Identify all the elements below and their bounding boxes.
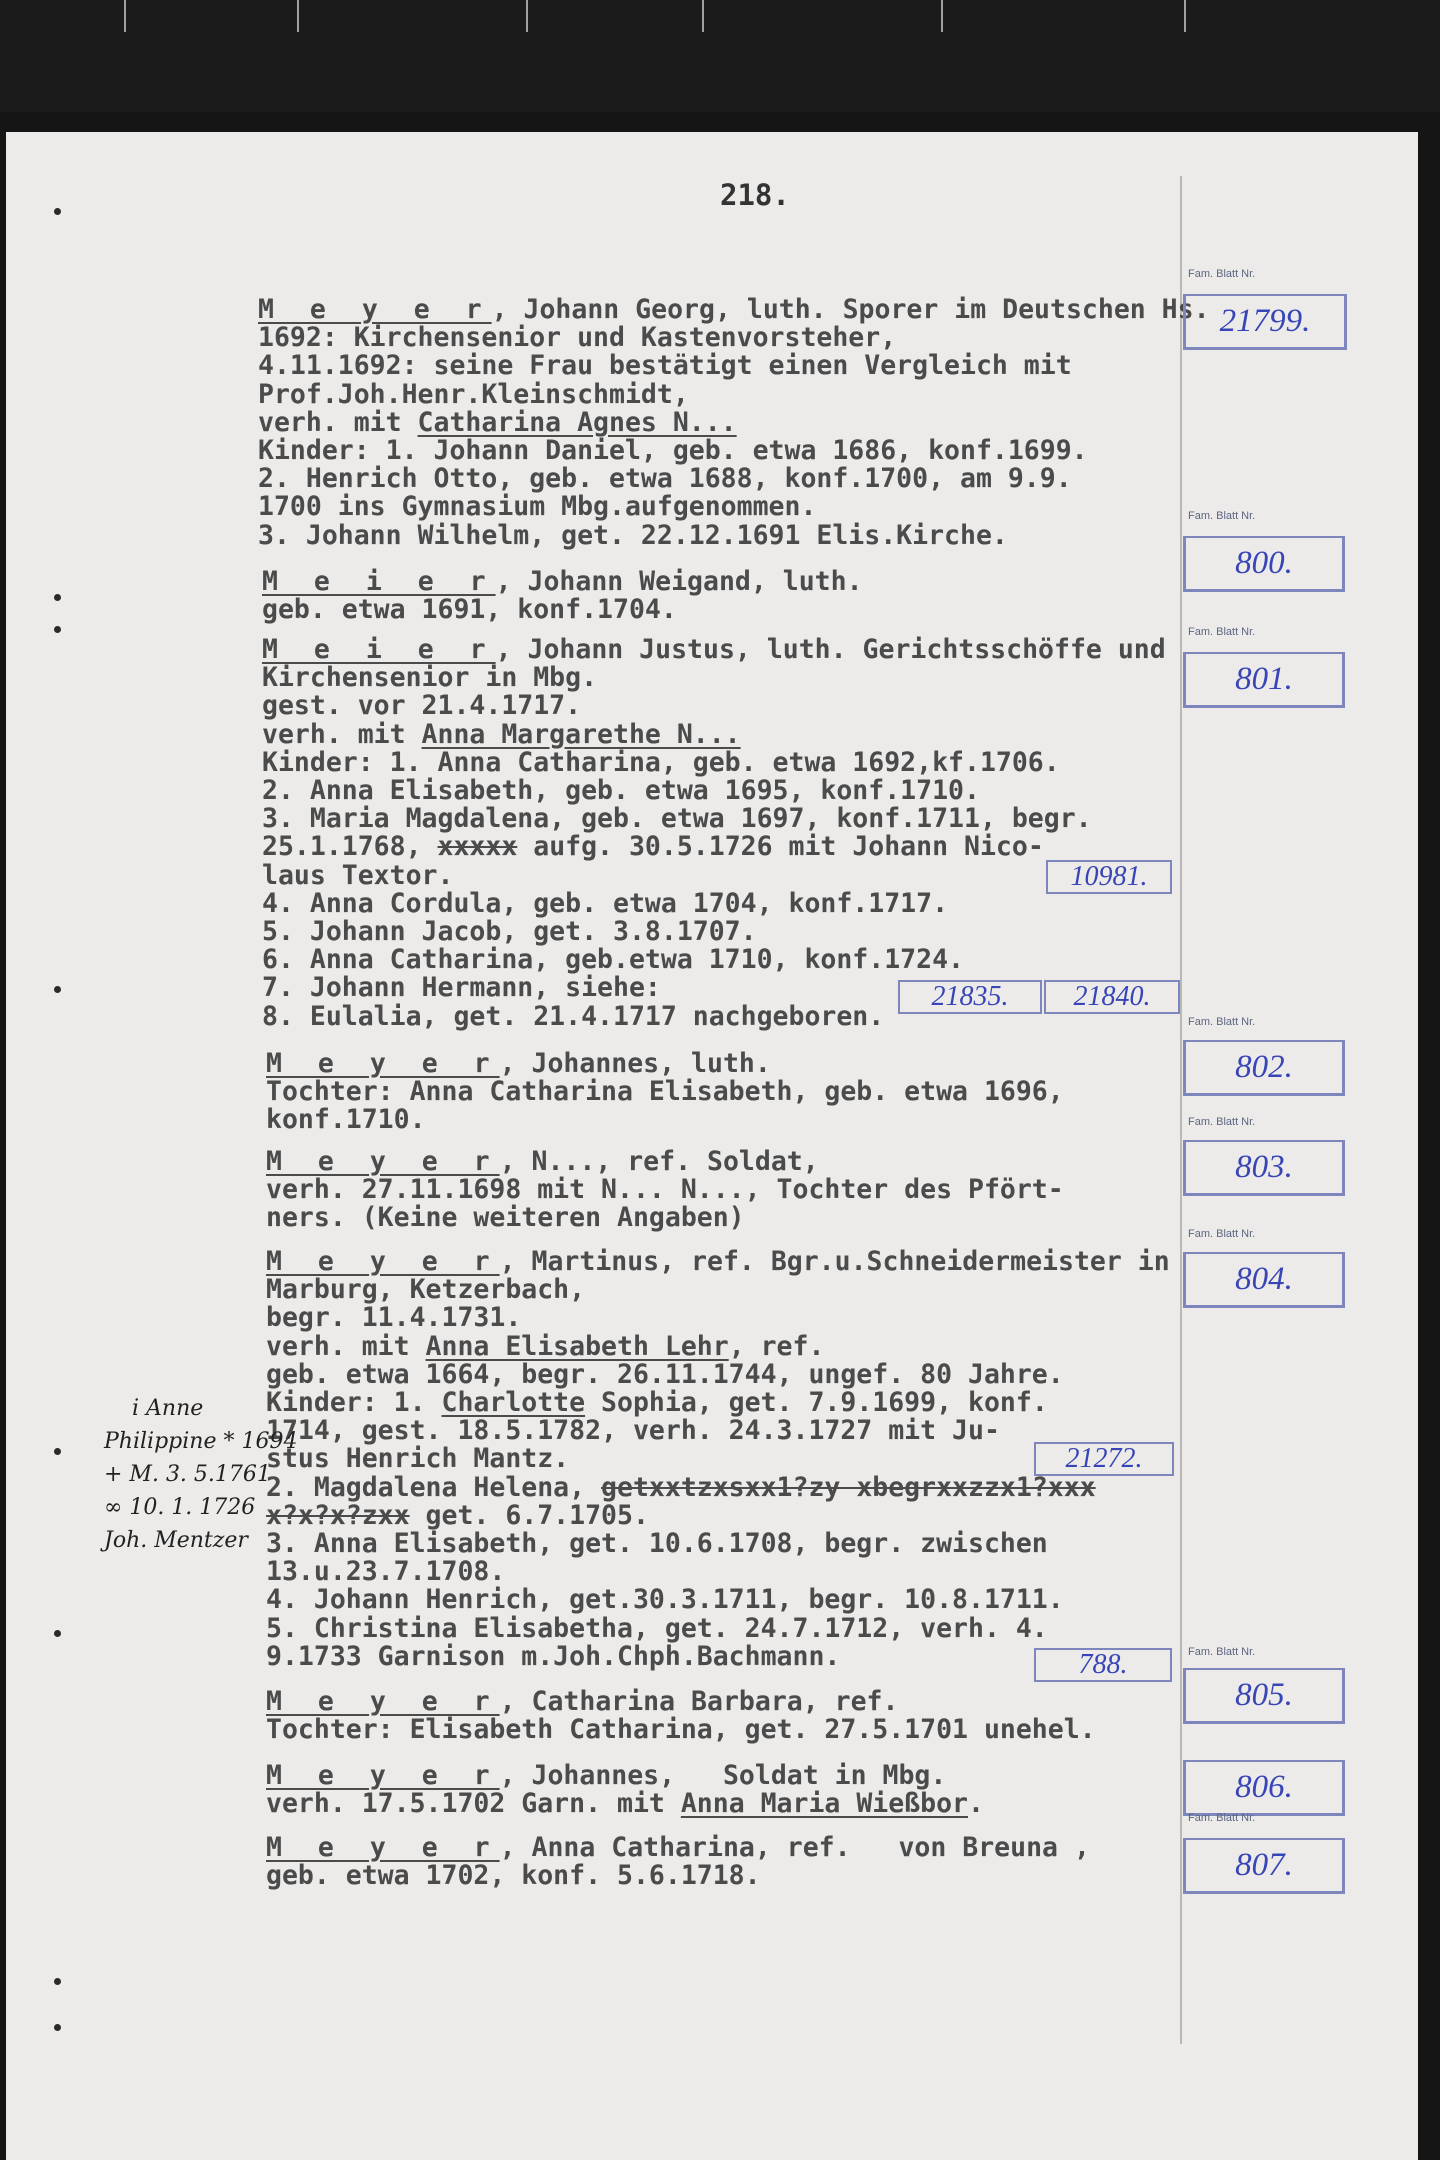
punch-hole xyxy=(54,1630,61,1637)
fam-blatt-label: Fam. Blatt Nr. xyxy=(1188,1116,1256,1128)
fam-blatt-label: Fam. Blatt Nr. xyxy=(1188,1016,1256,1028)
fam-blatt-number: 803. xyxy=(1183,1140,1345,1196)
surname: M e y e r xyxy=(266,1760,500,1791)
fam-blatt-number: 800. xyxy=(1183,536,1345,592)
entry-meyer-soldat: M e y e r, N..., ref. Soldat, verh. 27.11.1698 mit N... N..., Tochter des Pfört- ners. (Keine weiteren Angaben) xyxy=(266,1146,1064,1234)
ref-box-hermann-1: 21835. xyxy=(898,980,1042,1014)
fam-blatt-number: 21799. xyxy=(1183,294,1347,350)
ruler-tick xyxy=(941,0,943,32)
fam-blatt-number: 801. xyxy=(1183,652,1345,708)
fam-blatt-number: 806. xyxy=(1183,1760,1345,1816)
struck-text: getxxtzxsxx1?zy xbegrxxzzx1?xxx xyxy=(601,1471,1096,1503)
ruler-tick xyxy=(526,0,528,32)
spouse-name: Anna Elisabeth Lehr xyxy=(425,1330,729,1362)
spouse-name: Anna Maria Wießbor xyxy=(680,1788,969,1820)
punch-hole xyxy=(54,1978,61,1985)
struck-text: x?x?x?zxx xyxy=(266,1499,410,1531)
entry-meyer-johannes: M e y e r, Johannes, luth. Tochter: Anna Catharina Elisabeth, geb. etwa 1696, konf.1710. xyxy=(266,1048,1064,1136)
punch-hole xyxy=(54,1448,61,1455)
fam-blatt-label: Fam. Blatt Nr. xyxy=(1188,626,1256,638)
surname: M e y e r xyxy=(266,1686,500,1717)
fam-blatt-label: Fam. Blatt Nr. xyxy=(1188,510,1256,522)
fam-blatt-number: 802. xyxy=(1183,1040,1345,1096)
ruler-tick xyxy=(1184,0,1186,32)
fam-blatt-number: 805. xyxy=(1183,1668,1345,1724)
punch-hole xyxy=(54,2024,61,2031)
fam-blatt-label: Fam. Blatt Nr. xyxy=(1188,1228,1256,1240)
fam-blatt-label: Fam. Blatt Nr. xyxy=(1188,268,1256,280)
ruler-tick xyxy=(124,0,126,32)
fam-blatt-number: 807. xyxy=(1183,1838,1345,1894)
fam-blatt-number: 804. xyxy=(1183,1252,1345,1308)
punch-hole xyxy=(54,986,61,993)
ruler-tick xyxy=(702,0,704,32)
punch-hole xyxy=(54,626,61,633)
ref-box-mantz: 21272. xyxy=(1034,1442,1174,1476)
entry-meyer-anna-catharina: M e y e r, Anna Catharina, ref. von Breuna , geb. etwa 1702, konf. 5.6.1718. xyxy=(266,1832,1090,1892)
surname: M e y e r xyxy=(266,1048,500,1079)
surname: M e y e r xyxy=(266,1246,500,1277)
scanner-background xyxy=(0,0,1440,112)
entry-meyer-johannes-soldat: M e y e r, Johannes, Soldat in Mbg. verh. 17.5.1702 Garn. mit Anna Maria Wießbor. xyxy=(266,1760,984,1820)
fam-blatt-label: Fam. Blatt Nr. xyxy=(1188,1812,1256,1824)
punch-hole xyxy=(54,208,61,215)
spouse-name: Catharina Agnes N... xyxy=(417,406,737,438)
surname: M e y e r xyxy=(266,1146,500,1177)
ref-box-textor: 10981. xyxy=(1046,860,1172,894)
page-number: 218. xyxy=(720,178,790,212)
entry-meyer-catharina-barbara: M e y e r, Catharina Barbara, ref. Tochter: Elisabeth Catharina, get. 27.5.1701 unehel. xyxy=(266,1686,1096,1746)
ref-box-hermann-2: 21840. xyxy=(1044,980,1180,1014)
surname: M e i e r xyxy=(262,566,496,597)
entry-meyer-martinus: M e y e r, Martinus, ref. Bgr.u.Schneidermeister in Marburg, Ketzerbach, begr. 11.4.1731. verh. mit Anna Elisabeth Lehr, ref. geb. etwa 1664, begr. 26.11.1744, ungef. 80 Jahre. Kinder: 1. Charlotte Sophia, get. 7.9.1699, konf. 1714, gest. 18.5.1782, verh. 24.3.1727 mit Ju- stus Henrich Mantz. 2. Magdalena Helena, getxxtzxsxx1?zy xbegrxxzzx1?xxx x?x?x?zxx get. 6.7.1705. 3. Anna Elisabeth, get. 10.6.1708, begr. zwischen 13.u.23.7.1708. 4. Johann Henrich, get.30.3.1711, begr. 10.8.1711. 5. Christina Elisabetha, get. 24.7.1712, verh. 4. 9.1733 Garnison m.Joh.Chph.Bachmann. xyxy=(266,1246,1170,1672)
entry-meyer-johann-georg: M e y e r, Johann Georg, luth. Sporer im Deutschen Hs. 1692: Kirchensenior und Kastenvorsteher, 4.11.1692: seine Frau bestätigt einen Vergleich mit Prof.Joh.Henr.Kleinschmidt, verh. mit Catharina Agnes N... Kinder: 1. Johann Daniel, geb. etwa 1686, konf.1699. 2. Henrich Otto, geb. etwa 1688, konf.1700, am 9.9. 1700 ins Gymnasium Mbg.aufgenommen. 3. Johann Wilhelm, get. 22.12.1691 Elis.Kirche. xyxy=(258,294,1210,551)
struck-text: xxxxx xyxy=(437,831,518,863)
entry-meier-johann-justus: M e i e r, Johann Justus, luth. Gerichtsschöffe und Kirchensenior in Mbg. gest. vor 21.4.1717. verh. mit Anna Margarethe N... Kinder: 1. Anna Catharina, geb. etwa 1692,kf.1706. 2. Anna Elisabeth, geb. etwa 1695, konf.1710. 3. Maria Magdalena, geb. etwa 1697, konf.1711, begr. 25.1.1768, xxxxx aufg. 30.5.1726 mit Johann Nico- laus Textor. 4. Anna Cordula, geb. etwa 1704, konf.1717. 5. Johann Jacob, get. 3.8.1707. 6. Anna Catharina, geb.etwa 1710, konf.1724. 7. Johann Hermann, siehe: 8. Eulalia, get. 21.4.1717 nachgeboren. xyxy=(262,634,1166,1032)
surname: M e y e r xyxy=(266,1832,500,1863)
spouse-name: Anna Margarethe N... xyxy=(421,718,741,750)
fam-blatt-label: Fam. Blatt Nr. xyxy=(1188,1646,1256,1658)
punch-hole xyxy=(54,594,61,601)
ruler-tick xyxy=(297,0,299,32)
ref-box-bachmann: 788. xyxy=(1034,1648,1172,1682)
handwritten-margin-note: i Anne Philippine * 1694 + M. 3. 5.1761 ∞ 10. 1. 1726 Joh. Mentzer xyxy=(104,1396,298,1553)
surname: M e y e r xyxy=(258,294,492,325)
surname: M e i e r xyxy=(262,634,496,665)
underlined-name: Charlotte xyxy=(441,1387,586,1419)
entry-meier-johann-weigand: M e i e r, Johann Weigand, luth. geb. etwa 1691, konf.1704. xyxy=(262,566,863,626)
